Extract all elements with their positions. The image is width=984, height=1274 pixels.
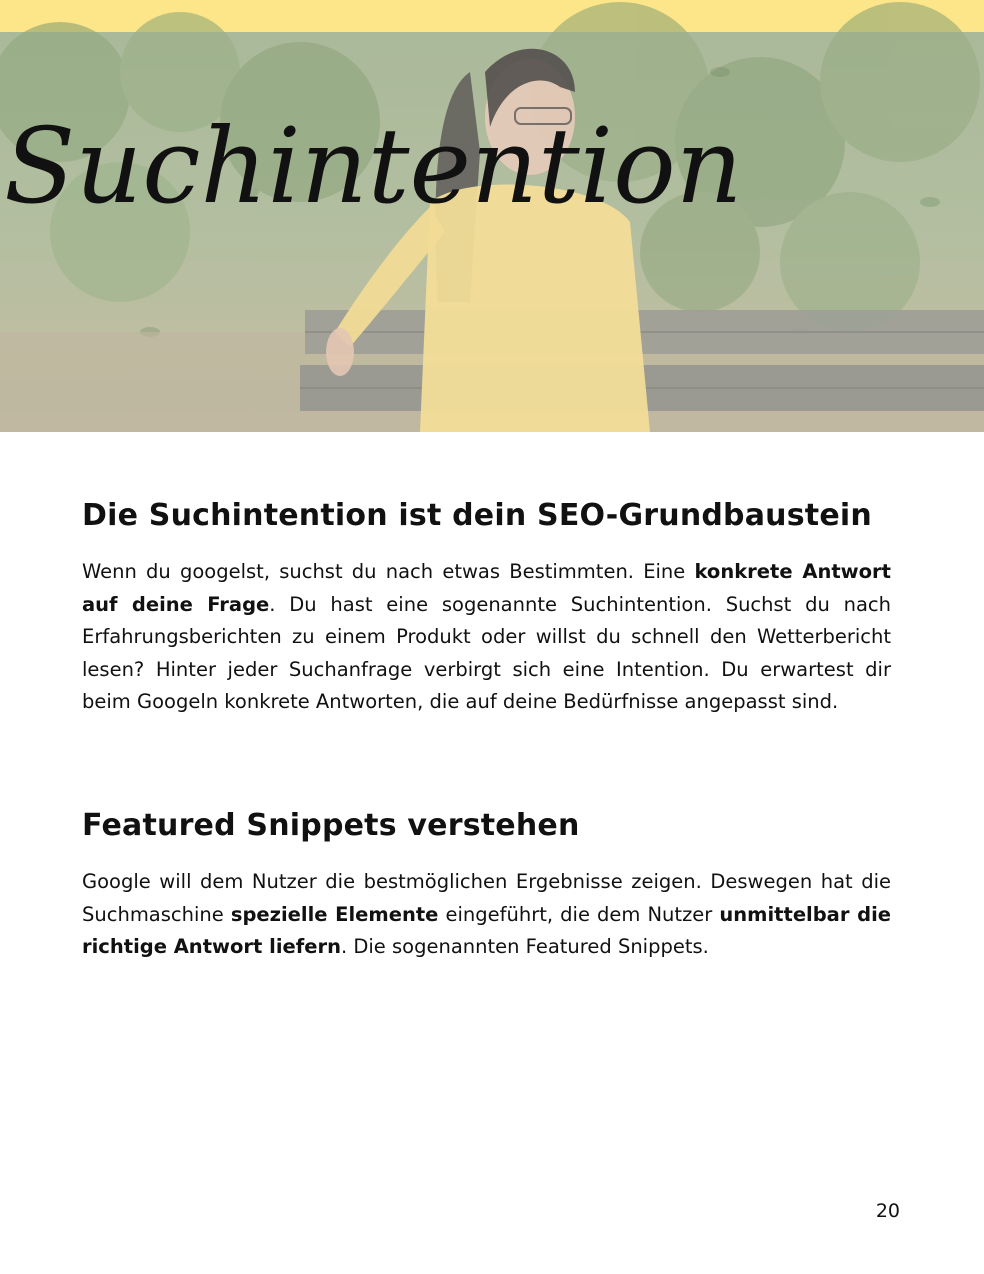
paragraph-text: Wenn du googelst, suchst du nach etwas Bestimmten. Eine [82, 560, 695, 583]
paragraph-text: . Die sogenannten Featured Snippets. [340, 935, 709, 958]
section-heading-featured-snippets: Featured Snippets verstehen [82, 808, 580, 843]
section-paragraph-featured-snippets [82, 866, 891, 964]
paragraph-text: Google will dem Nutzer die bestmöglichen Ergebnisse zeigen. Deswegen hat die Suchmaschine [82, 870, 891, 926]
page-number: 20 [875, 1200, 900, 1222]
paragraph-bold-text: konkrete Antwort auf deine Frage [82, 560, 891, 616]
hero-title-text: Suchintention [4, 105, 743, 227]
paragraph-text: . Du hast eine sogenannte Suchintention. Suchst du nach Erfahrungsberichten zu einem Produkt oder willst du schnell den Wetterbericht lesen? Hinter jeder Suchanfrage verbirgt sich eine Intention. Du erwartest dir beim Googeln konkrete Antworten, die auf deine Bedürfnisse angepasst sind. [82, 592, 891, 713]
paragraph-bold-text: spezielle Elemente [230, 902, 439, 926]
hero-script-title [0, 32, 743, 272]
section-heading-suchintention: Die Suchintention ist dein SEO-Grundbaustein [82, 498, 872, 533]
paragraph-text: eingeführt, die dem Nutzer [438, 902, 720, 926]
hero-photo [0, 32, 984, 432]
section-paragraph-suchintention [82, 556, 891, 719]
paragraph-bold-text: unmittelbar die richtige Antwort liefern [82, 902, 891, 958]
